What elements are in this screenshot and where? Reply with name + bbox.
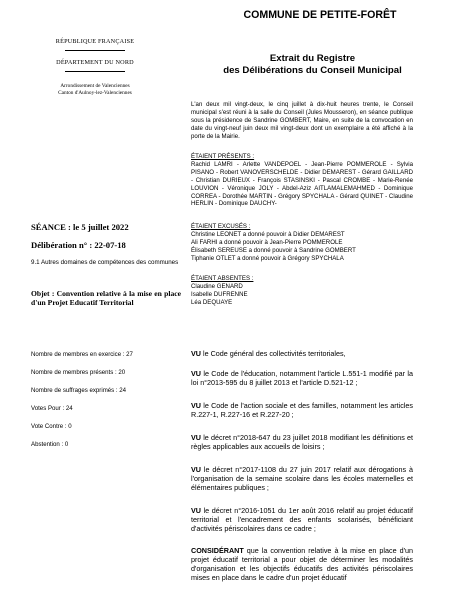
commune-title: COMMUNE DE PETITE-FORÊT xyxy=(243,9,397,21)
departement-label: DÉPARTEMENT DU NORD xyxy=(56,59,134,66)
objet-title: Objet : Convention relative à la mise en place d'un Projet Educatif Territorial xyxy=(31,289,181,308)
considerant-paragraph xyxy=(191,369,413,387)
considerant-lead: CONSIDÉRANT xyxy=(191,546,244,555)
considerant-paragraph xyxy=(191,465,413,492)
considerant-text: le décret n°2017-1108 du 27 juin 2017 relatif aux dérogations à l'organisation de la semaine scolaire dans les écoles maternelles et élémentaires publiques ; xyxy=(191,465,413,493)
excuse-line: Christine LEONET a donné pouvoir à Didier DEMAREST xyxy=(191,230,345,238)
republique-label: RÉPUBLIQUE FRANÇAISE xyxy=(55,38,135,45)
considerant-lead: VU xyxy=(191,506,201,515)
vote-line: Nombre de suffrages exprimés : 24 xyxy=(31,387,127,394)
considerant-paragraph xyxy=(191,546,413,582)
presents-title: ÉTAIENT PRÉSENTS : xyxy=(191,153,255,160)
excuse-line: Ali FARHI a donné pouvoir à Jean-Pierre POMMEROLE xyxy=(191,238,343,246)
considerant-text: le Code général des collectivités territoriales, xyxy=(201,349,346,358)
canton-label: Canton d'Aulnoy-lez-Valenciennes xyxy=(58,90,132,96)
competence-label: 9.1 Autres domaines de compétences des communes xyxy=(31,259,179,266)
considerant-text: le décret n°2018-647 du 23 juillet 2018 modifiant les définitions et règles applicables aux accueils de loisirs ; xyxy=(191,433,413,452)
considerant-paragraph xyxy=(191,401,413,419)
administrative-header xyxy=(0,38,190,97)
vote-line: Abstention : 0 xyxy=(31,441,69,448)
extrait-line-2: des Délibérations du Conseil Municipal xyxy=(223,64,402,76)
vote-line: Votes Pour : 24 xyxy=(31,405,73,412)
deliberation-number: Délibération n° : 22-07-18 xyxy=(31,240,126,250)
considerant-lead: VU xyxy=(191,401,201,410)
absente-line: Léa DEQUAYE xyxy=(191,298,233,306)
absentes-section xyxy=(191,275,413,307)
arrondissement-label: Arrondissement de Valenciennes xyxy=(60,83,130,89)
considerant-text: le décret n°2016-1051 du 1er août 2016 relatif au projet éducatif territorial et l'encadrement des enfants scolarisés, bénéficiant d'activités périscolaires dans ce cadre ; xyxy=(191,506,413,534)
extrait-heading xyxy=(175,53,450,76)
vote-line: Vote Contre : 0 xyxy=(31,423,72,430)
vote-line: Nombre de membres présents : 20 xyxy=(31,369,126,376)
vote-line: Nombre de membres en exercice : 27 xyxy=(31,351,133,358)
header-divider xyxy=(65,71,125,72)
considerant-lead: VU xyxy=(191,433,201,442)
presents-list: Rachid LAMRI - Arlette VANDEPOEL - Jean-Pierre POMMEROLE - Sylvia PISANO - Robert VANOVERSCHELDE - Didier DEMAREST - Gérard GAILLARD - Christian DURIEUX - François STASINSKI - Pascal CROMBE - Marie-Renée LOUVION - Véronique JOLY - Abdel-Aziz AITLAMALEMAHMED - Dominique CORREA - Dorothée MARTIN - Grégory SPYCHALA - Gérard QUINET - Claudine HERLIN - Dominique DAUCHY- xyxy=(191,160,413,208)
intro-paragraph: L'an deux mil vingt-deux, le cinq juillet à dix-huit heures trente, le Conseil municipal s'est réuni à la salle du Conseil (Jules Mousseron), en séance publique sous la présidence de Sandrine GOMBERT, Maire, en suite de la convocation en date du vingt-neuf juin deux mil vingt-deux dont un exemplaire a été affiché à la porte de la Mairie. xyxy=(191,101,413,140)
seance-date: SÉANCE : le 5 juillet 2022 xyxy=(31,222,129,232)
absente-line: Isabelle DUFRENNE xyxy=(191,290,248,298)
excuse-line: Élisabeth SEREUSE a donné pouvoir à Sandrine GOMBERT xyxy=(191,246,356,254)
header-divider xyxy=(65,50,125,51)
considerant-paragraph xyxy=(191,433,413,451)
presents-section xyxy=(191,153,413,208)
considerant-text: le Code de l'éducation, notamment l'article L.551-1 modifié par la loi n°2013-595 du 8 juillet 2013 et l'article D.521-12 ; xyxy=(191,369,413,388)
vote-summary xyxy=(31,351,133,459)
considerant-lead: VU xyxy=(191,369,201,378)
excuses-section xyxy=(191,223,413,263)
extrait-line-1: Extrait du Registre xyxy=(269,53,356,64)
considerant-paragraph xyxy=(191,349,413,358)
absentes-title: ÉTAIENT ABSENTES : xyxy=(191,275,254,282)
considerant-paragraph xyxy=(191,506,413,533)
absente-line: Claudine GENARD xyxy=(191,282,243,290)
considerant-text: que la convention relative à la mise en place d'un projet éducatif territorial a pour objet de déterminer les modalités d'organisation et les objectifs éducatifs des activités périscolaires mises en place dans le cadre d'un projet éducatif xyxy=(191,546,413,583)
excuse-line: Tiphanie OTLET a donné pouvoir à Grégory SPYCHALA xyxy=(191,254,344,262)
considerant-text: le Code de l'action sociale et des familles, notamment les articles R.227-1, R.227-16 et R.227-20 ; xyxy=(191,401,413,420)
excuses-title: ÉTAIENT EXCUSÉS : xyxy=(191,223,251,230)
considerant-lead: VU xyxy=(191,349,201,358)
considerant-lead: VU xyxy=(191,465,201,474)
